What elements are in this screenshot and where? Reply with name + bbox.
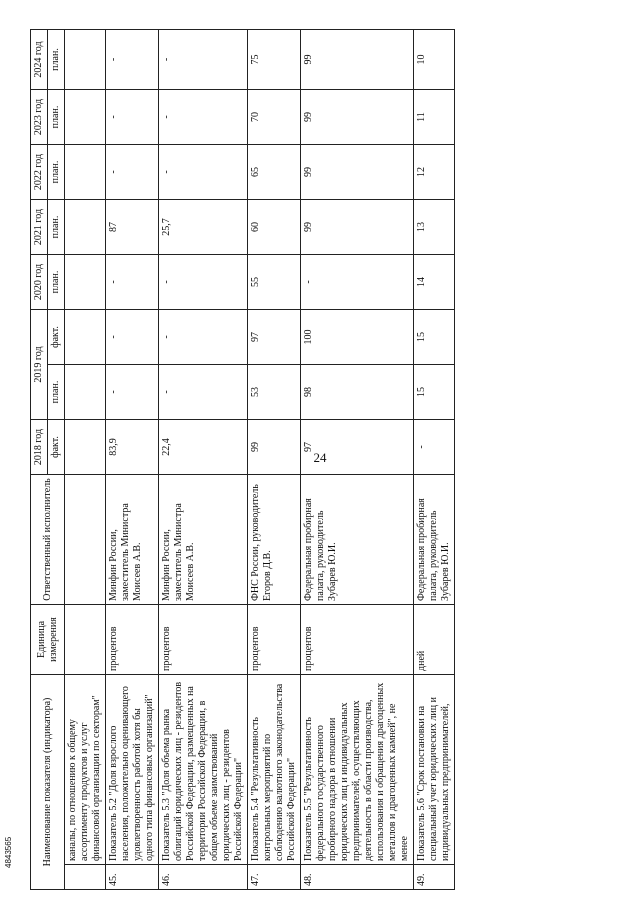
indicator-responsible: ФНС России, руководитель Егоров Д.В. — [248, 474, 301, 604]
value-2024-plan: 99 — [301, 29, 414, 89]
header-year-2019: 2019 год — [31, 309, 48, 419]
value-2019-plan: 15 — [414, 364, 455, 419]
value-2020-plan: 14 — [414, 254, 455, 309]
indicator-name: Показатель 5.4 "Результативность контрольных мероприятий по соблюдению валютного законодательства Российской Федерации" — [248, 674, 301, 864]
value-2019-plan: 98 — [301, 364, 414, 419]
value-2022-plan: - — [159, 144, 248, 199]
value-2019-plan: - — [159, 364, 248, 419]
value-2019-fact: 97 — [248, 309, 301, 364]
value-2021-plan: 99 — [301, 199, 414, 254]
header-sub: факт. — [48, 419, 65, 474]
indicator-name: Показатель 5.2 "Доля взрослого населения, положительно оценивающего удовлетворенность работой хотя бы одного типа финансовых организаций" — [106, 674, 159, 864]
header-sub: план. — [48, 144, 65, 199]
value-2020-plan: 55 — [248, 254, 301, 309]
value-2018-fact: 83,9 — [106, 419, 159, 474]
table-cell — [65, 364, 106, 419]
table-row — [414, 29, 455, 889]
table-row — [301, 29, 414, 889]
value-2021-plan: 25,7 — [159, 199, 248, 254]
indicator-unit: процентов — [159, 604, 248, 674]
table-cell — [65, 144, 106, 199]
value-2024-plan: - — [159, 29, 248, 89]
row-number: 47. — [248, 865, 301, 890]
header-year-2023: 2023 год — [31, 89, 48, 144]
value-2022-plan: 12 — [414, 144, 455, 199]
page-number: 24 — [313, 450, 327, 465]
indicator-unit: дней — [414, 604, 455, 674]
table-cell — [65, 474, 106, 604]
indicator-name: Показатель 5.6 "Срок постановки на специальный учет юридических лиц и индивидуальных предпринимателей, — [414, 674, 455, 864]
table-cell — [65, 419, 106, 474]
indicator-name: Показатель 5.3 "Доля объема рынка облигаций юридических лиц - резидентов Российской Федерации, размещенных на территории Российской Федерации, в общем объеме заимствований юридических лиц - резидентов Российской Федерации" — [159, 674, 248, 864]
header-year-2018: 2018 год — [31, 419, 48, 474]
header-unit: Единица измерения — [31, 604, 65, 674]
value-2019-plan: - — [106, 364, 159, 419]
value-2021-plan: 87 — [106, 199, 159, 254]
value-2019-fact: - — [159, 309, 248, 364]
value-2020-plan: - — [106, 254, 159, 309]
value-2020-plan: - — [159, 254, 248, 309]
value-2021-plan: 60 — [248, 199, 301, 254]
value-2022-plan: 99 — [301, 144, 414, 199]
value-2021-plan: 13 — [414, 199, 455, 254]
table-cell — [65, 199, 106, 254]
indicator-unit: процентов — [301, 604, 414, 674]
value-2023-plan: 99 — [301, 89, 414, 144]
indicator-unit: процентов — [248, 604, 301, 674]
header-sub: факт. — [48, 309, 65, 364]
table-cell — [65, 254, 106, 309]
row-number: 48. — [301, 865, 414, 890]
value-2022-plan: 65 — [248, 144, 301, 199]
header-sub: план. — [48, 364, 65, 419]
row-number: 45. — [106, 865, 159, 890]
row-number: 49. — [414, 865, 455, 890]
table-row — [159, 29, 248, 889]
indicator-name: Показатель 5.5 "Результативность федерального государственного пробирного надзора в отношении юридических лиц и индивидуальных предпринимателей, осуществляющих деятельность в области производства, использования и обращения драгоценных металлов и драгоценных камней", не менее — [301, 674, 414, 864]
row-number: 46. — [159, 865, 248, 890]
value-2024-plan: - — [106, 29, 159, 89]
value-2023-plan: 70 — [248, 89, 301, 144]
value-2019-fact: 100 — [301, 309, 414, 364]
value-2022-plan: - — [106, 144, 159, 199]
value-2024-plan: 10 — [414, 29, 455, 89]
header-sub: план. — [48, 199, 65, 254]
value-2019-fact: - — [106, 309, 159, 364]
value-2023-plan: 11 — [414, 89, 455, 144]
header-row-top — [31, 29, 48, 889]
header-year-2022: 2022 год — [31, 144, 48, 199]
indicator-responsible: Минфин России, заместитель Министра Моисеев А.В. — [159, 474, 248, 604]
table-cell — [65, 865, 106, 890]
table-row — [106, 29, 159, 889]
value-2019-fact: 15 — [414, 309, 455, 364]
value-2018-fact: 22,4 — [159, 419, 248, 474]
value-2024-plan: 75 — [248, 29, 301, 89]
value-2018-fact: 99 — [248, 419, 301, 474]
table-cell — [65, 89, 106, 144]
rotated-table-container — [30, 30, 590, 890]
table-cell — [65, 309, 106, 364]
table-cell — [65, 604, 106, 674]
document-id: 4843565 — [4, 836, 13, 868]
header-year-2024: 2024 год — [31, 29, 48, 89]
value-2023-plan: - — [159, 89, 248, 144]
value-2018-fact: 97 — [301, 419, 414, 474]
header-responsible: Ответственный исполнитель — [31, 474, 65, 604]
indicator-responsible: Федеральная пробирная палата, руководитель Зубарев Ю.И. — [414, 474, 455, 604]
table-cell — [65, 29, 106, 89]
value-2023-plan: - — [106, 89, 159, 144]
value-2018-fact: - — [414, 419, 455, 474]
continuation-text: каналы, по отношению к общему ассортименту продуктов и услуг финансовой организации по секторам" — [65, 674, 106, 864]
value-2019-plan: 53 — [248, 364, 301, 419]
indicators-table — [30, 29, 455, 890]
header-sub: план. — [48, 89, 65, 144]
header-year-2020: 2020 год — [31, 254, 48, 309]
value-2020-plan: - — [301, 254, 414, 309]
indicator-responsible: Минфин России, заместитель Министра Моисеев А.В. — [106, 474, 159, 604]
table-row — [248, 29, 301, 889]
header-name: Наименование показателя (индикатора) — [31, 674, 65, 889]
table-row-continuation — [65, 29, 106, 889]
header-sub: план. — [48, 29, 65, 89]
header-year-2021: 2021 год — [31, 199, 48, 254]
header-sub: план. — [48, 254, 65, 309]
indicator-unit: процентов — [106, 604, 159, 674]
indicator-responsible: Федеральная пробирная палата, руководитель Зубарев Ю.И. — [301, 474, 414, 604]
